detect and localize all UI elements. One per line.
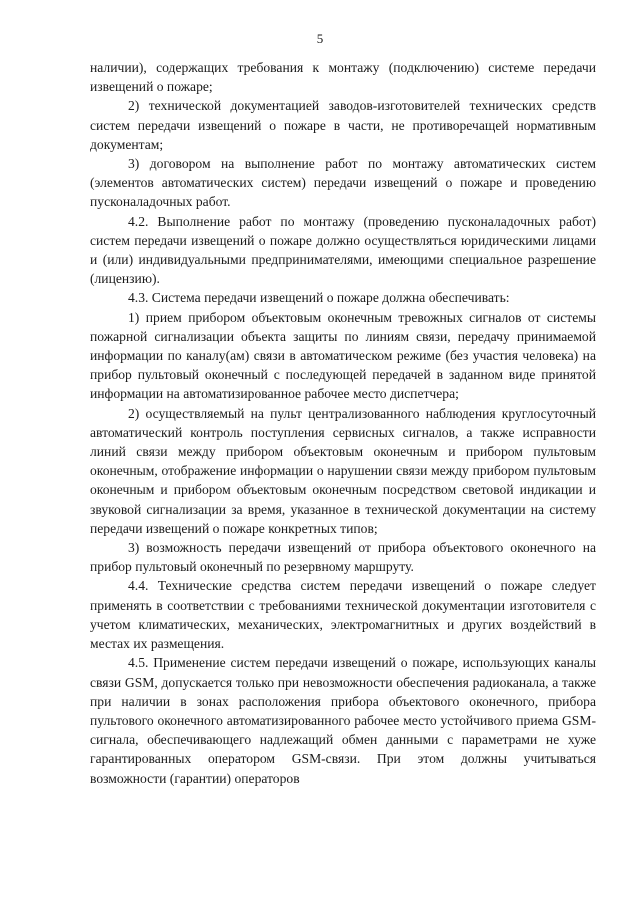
paragraph-4-3: 4.3. Система передачи извещений о пожаре должна обеспечивать:	[128, 290, 510, 306]
paragraph-4-5: 4.5. Применение систем передачи извещений о пожаре, использующих каналы связи GSM, допускается только при невозможности обеспечения радиоканала, а также при наличии в зонах расположения прибора объектового оконечного, прибора пультового оконечного автоматизированного рабочее место устойчивого приема GSM-сигнала, обеспечивающего надлежащий обмен данными с параметрами не хуже гарантированных оператором GSM-связи. При этом должны учитываться возможности (гарантии) операторов	[90, 655, 596, 786]
paragraph-4-3-item-1: 1) прием прибором объектовым оконечным тревожных сигналов от системы пожарной сигнализации объекта защиты по линиям связи, передачу принимаемой информации по каналу(ам) связи в автоматическом режиме (без участия человека) на прибор пультовый оконечный с последующей передачей в заданном виде принятой информации на автоматизированное рабочее место диспетчера;	[90, 309, 596, 402]
paragraph-item-3: 3) договором на выполнение работ по монтажу автоматических систем (элементов автоматических систем) передачи извещений о пожаре и проведению пусконаладочных работ.	[90, 156, 596, 210]
paragraph-4-3-item-2: 2) осуществляемый на пульт централизованного наблюдения круглосуточный автоматический контроль поступления сервисных сигналов, а также исправности линий связи между прибором объектовым оконечным и прибором пультовым оконечным, отображение информации о нарушении связи между прибором пультовым оконечным и прибором объектовым оконечным посредством световой индикации и звуковой сигнализации за время, указанное в технической документации на систему передачи извещений о пожаре конкретных типов;	[90, 405, 596, 536]
paragraph-4-3-item-3: 3) возможность передачи извещений от прибора объектового оконечного на прибор пультовый оконечный по резервному маршруту.	[90, 540, 596, 575]
paragraph-item-2: 2) технической документацией заводов-изготовителей технических средств систем передачи извещений о пожаре в части, не противоречащей нормативным документам;	[90, 98, 596, 152]
body-text	[90, 58, 596, 788]
paragraph-4-2: 4.2. Выполнение работ по монтажу (проведению пусконаладочных работ) систем передачи извещений о пожаре должно осуществляться юридическими лицами и (или) индивидуальными предпринимателями, имеющими специальное разрешение (лицензию).	[90, 213, 596, 287]
paragraph-continuation: наличии), содержащих требования к монтажу (подключению) системе передачи извещений о пожаре;	[90, 60, 596, 95]
page-number: 5	[316, 31, 324, 46]
paragraph-4-4: 4.4. Технические средства систем передачи извещений о пожаре следует применять в соответствии с требованиями технической документации изготовителя с учетом климатических, механических, электромагнитных и других воздействий в местах их размещения.	[90, 578, 596, 652]
